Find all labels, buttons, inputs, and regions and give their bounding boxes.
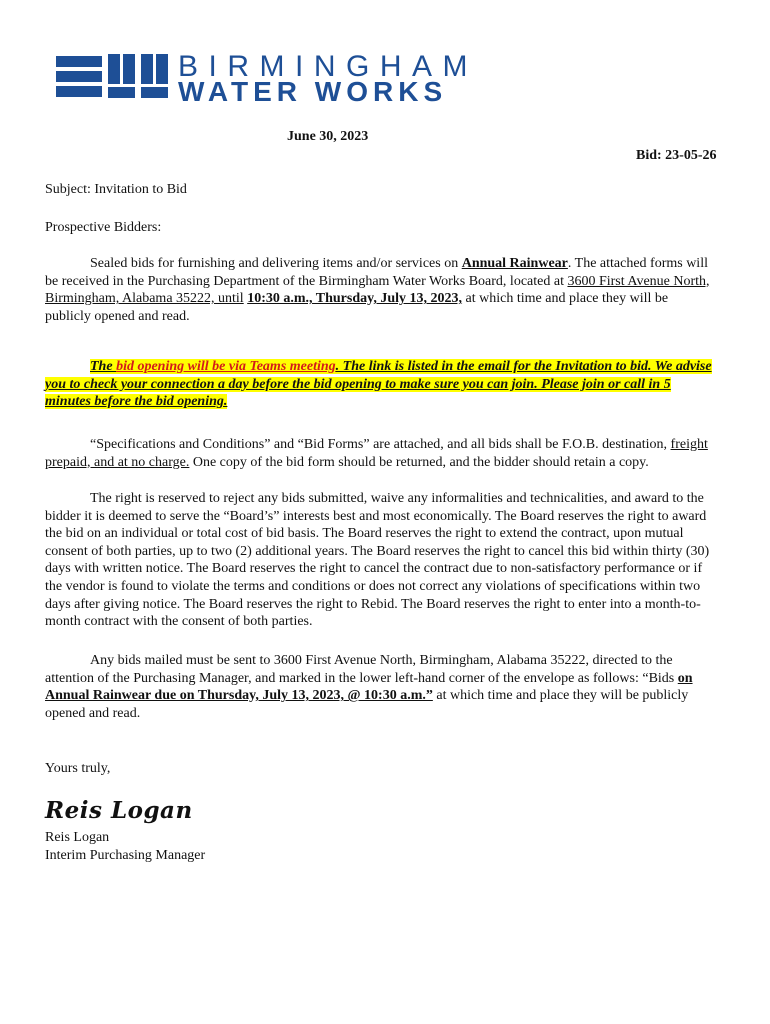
logo-line-1: BIRMINGHAM xyxy=(178,50,478,83)
notice-rest: . The link is listed in the email for the Invitation to bid. We advise you to check your connection a day before the bid opening to make sure you can join. Please join or call in 5 minutes before the bid opening. xyxy=(45,359,712,410)
notice-teams-meeting: bid opening will be via Teams meeting xyxy=(116,359,336,374)
closing: Yours truly, xyxy=(45,761,111,776)
specs-text-b: One copy of the bid form should be returned, and the bidder should retain a copy. xyxy=(189,454,649,470)
signer-title: Interim Purchasing Manager xyxy=(45,848,206,863)
mailing-text-b: at which time and place they will be publicly opened and read. xyxy=(45,688,689,721)
envelope-marking: on Annual Rainwear due on Thursday, July 13, 2023, @ 10:30 a.m.” xyxy=(45,670,693,704)
intro-text-b: . The attached forms will be received in the Purchasing Department of the Birmingham Water Works Board, located at xyxy=(45,256,708,289)
birmingham-water-works-logo xyxy=(56,50,676,107)
logo-mark-icon xyxy=(56,54,174,100)
salutation: Prospective Bidders: xyxy=(45,220,162,235)
mailing-text-a: Any bids mailed must be sent to 3600 First Avenue North, Birmingham, Alabama 35222, directed to the attention of the Purchasing Manager, and marked in the lower left-hand corner of the envelope as follows: xyxy=(45,653,673,686)
subject-line: Subject: Invitation to Bid xyxy=(45,182,187,197)
mailing-paragraph xyxy=(45,652,717,722)
freight-terms: freight prepaid, and at no charge. xyxy=(45,437,708,470)
intro-text-a: Sealed bids for furnishing and delivering items and/or services on xyxy=(90,256,462,271)
rights-paragraph xyxy=(45,490,717,631)
envelope-marking-prefix: “Bids xyxy=(642,670,678,686)
notice-the: The xyxy=(90,359,117,374)
signer-name: Reis Logan xyxy=(45,830,110,845)
letter-date: June 30, 2023 xyxy=(287,129,369,144)
rights-text: The right is reserved to reject any bids submitted, waive any informalities and technicalities, and award to the bidder it is deemed to serve the “Board’s” interests best and most economically. The Board reserves the right to award the bid on an individual or total cost of bid basis. The Board reserves the right to extend the contract, upon mutual consent of both parties, up to two (2) additional years. The Board reserves the right to cancel this bid within thirty (30) days with written notice. The Board reserves the right to cancel the contract due to non-satisfactory performance or if the vendor is found to violate the terms and conditions or does not correct any violations of specifications within two days after giving notice. The Board reserves the right to Rebid. The Board reserves the right to enter into a month-to-month contract with the consent of both parties. xyxy=(45,491,710,630)
teams-meeting-notice xyxy=(45,358,717,411)
bid-number: Bid: 23-05-26 xyxy=(636,148,717,163)
intro-text-d: at which time and place they will be publicly opened and read. xyxy=(45,291,669,324)
delivery-address: 3600 First Avenue North, Birmingham, Alabama 35222, until xyxy=(45,273,710,307)
handwritten-signature: Reis Logan xyxy=(45,797,193,824)
bid-item-name: Annual Rainwear xyxy=(461,256,568,271)
specs-text-a: “Specifications and Conditions” and “Bid Forms” are attached, and all bids shall be F.O.B. destination, xyxy=(90,437,671,452)
specifications-paragraph xyxy=(45,436,717,471)
intro-paragraph xyxy=(45,255,717,325)
bid-deadline: 10:30 a.m., Thursday, July 13, 2023, xyxy=(247,291,463,307)
logo-line-2: WATER WORKS xyxy=(178,76,448,107)
